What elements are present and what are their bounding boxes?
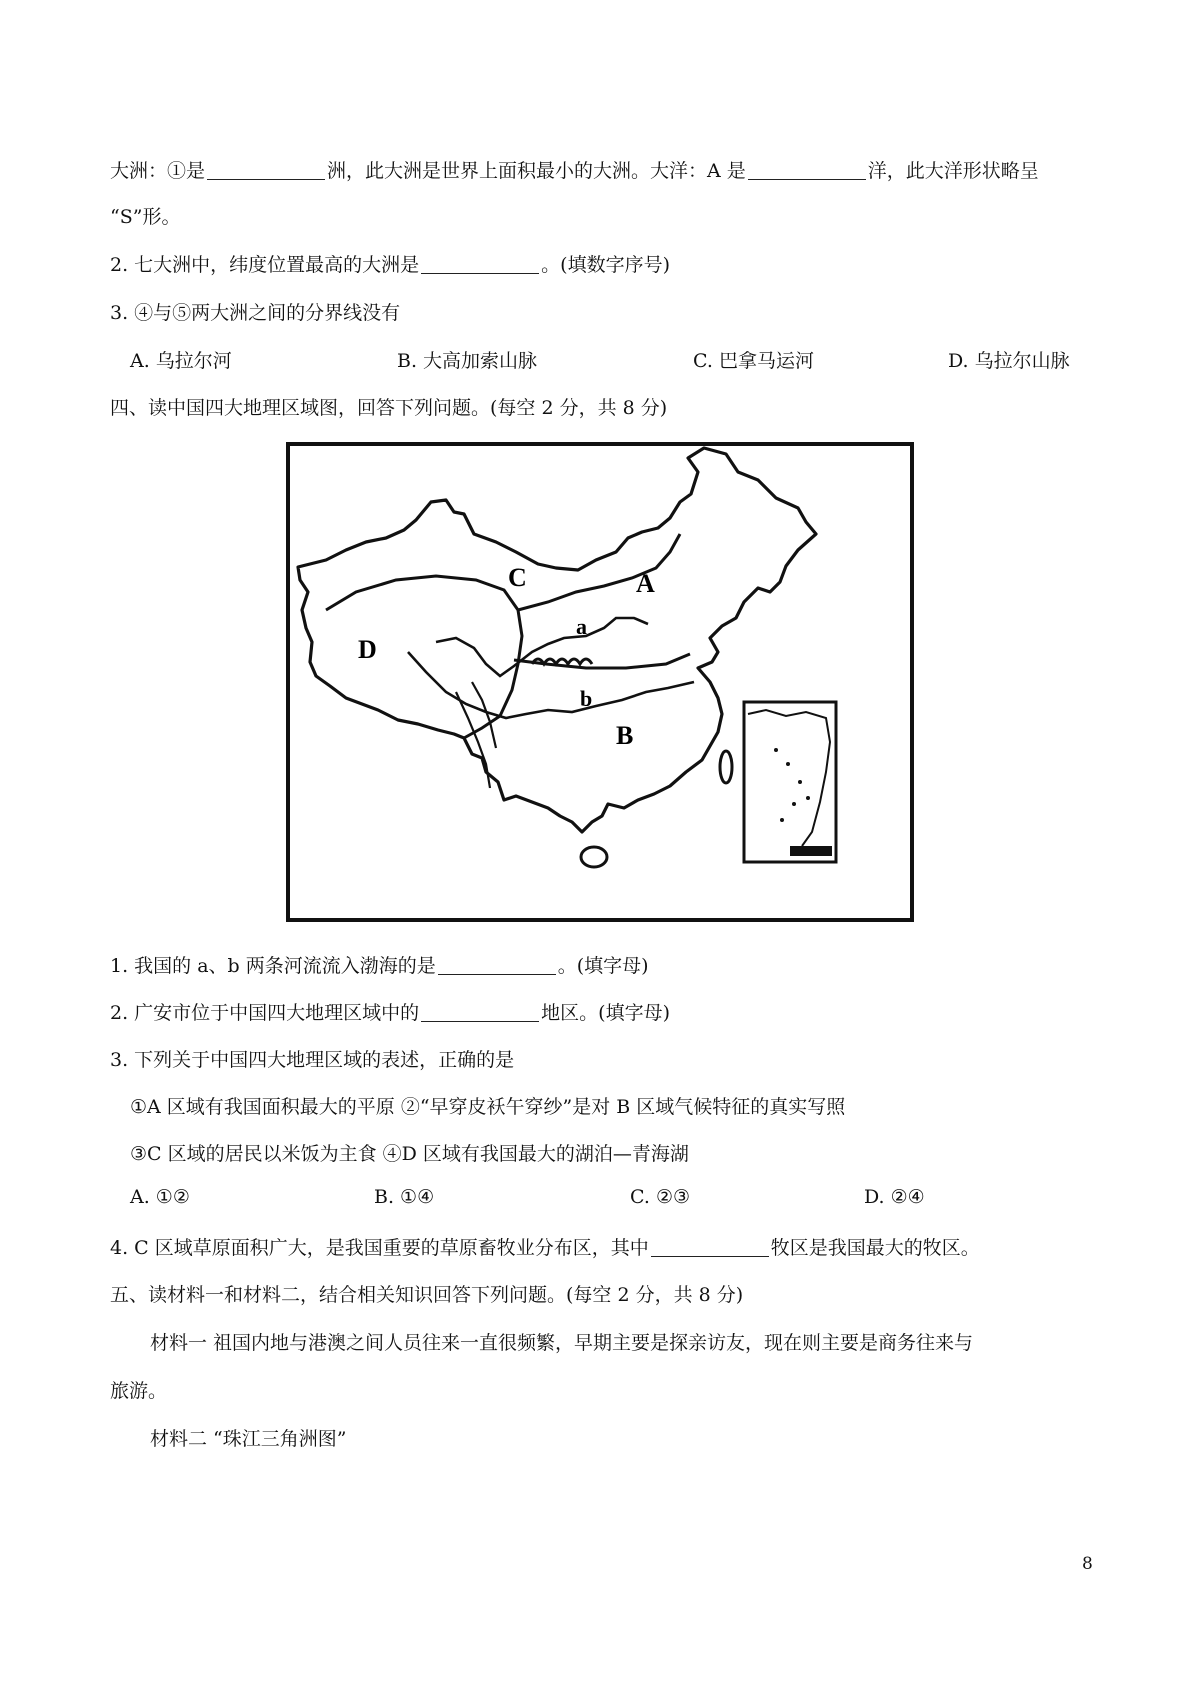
question-3: 3. ④与⑤两大洲之间的分界线没有 [110, 302, 401, 324]
boundary-northwest [518, 534, 680, 610]
inset-coast [748, 710, 830, 846]
south-china-sea-inset [744, 702, 836, 862]
s4-question-2 [110, 998, 670, 1025]
material-1-line2: 旅游。 [110, 1380, 168, 1402]
river-b-yangtze [408, 652, 694, 718]
inset-island [774, 748, 778, 752]
question-2 [110, 250, 670, 277]
text: 大洲：①是 [110, 160, 206, 182]
text: 4. C 区域草原面积广大，是我国重要的草原畜牧业分布区，其中 [110, 1237, 649, 1259]
china-regions-map [286, 442, 916, 924]
option-a[interactable]: A. ①② [130, 1186, 190, 1208]
answer-blank[interactable] [421, 254, 539, 274]
s4-question-3: 3. 下列关于中国四大地理区域的表述，正确的是 [110, 1049, 515, 1071]
inset-island [806, 796, 810, 800]
option-d[interactable]: D. 乌拉尔山脉 [948, 350, 1070, 372]
region-label-a: A [636, 569, 655, 598]
option-c[interactable]: C. ②③ [630, 1186, 691, 1208]
text: 洲，此大洲是世界上面积最小的大洲。大洋：A 是 [327, 160, 746, 182]
section-4-title: 四、读中国四大地理区域图，回答下列问题。(每空 2 分，共 8 分) [110, 397, 668, 419]
inset-island [792, 802, 796, 806]
inset-island [798, 780, 802, 784]
taiwan-island [720, 751, 732, 783]
text: 2. 七大洲中，纬度位置最高的大洲是 [110, 254, 420, 276]
text: 。(填字母) [557, 955, 649, 977]
s4-statements-2: ③C 区域的居民以米饭为主食 ④D 区域有我国最大的湖泊—青海湖 [130, 1143, 689, 1165]
text: 牧区是我国最大的牧区。 [770, 1237, 980, 1259]
section-5-title: 五、读材料一和材料二，结合相关知识回答下列问题。(每空 2 分，共 8 分) [110, 1284, 744, 1306]
s4-question-1 [110, 951, 649, 978]
text: 洋，此大洋形状略呈 [867, 160, 1039, 182]
s4-statements-1: ①A 区域有我国面积最大的平原 ②“早穿皮袄午穿纱”是对 B 区域气候特征的真实写照 [130, 1096, 846, 1118]
text: 。(填数字序号) [541, 254, 670, 276]
region-label-b: B [616, 721, 634, 750]
continent-question-line [110, 156, 1039, 183]
inset-island [786, 762, 790, 766]
continent-question-line2: “S”形。 [110, 206, 181, 228]
inset-scale-bar [790, 846, 832, 856]
option-d[interactable]: D. ②④ [864, 1186, 925, 1208]
material-2: 材料二 “珠江三角洲图” [150, 1428, 347, 1450]
hainan-island [581, 847, 607, 867]
option-b[interactable]: B. ①④ [374, 1186, 435, 1208]
inset-island [780, 818, 784, 822]
region-label-d: D [358, 635, 377, 664]
answer-blank[interactable] [438, 955, 556, 975]
text: 1. 我国的 a、b 两条河流流入渤海的是 [110, 955, 436, 977]
answer-blank[interactable] [651, 1237, 769, 1257]
text: 2. 广安市位于中国四大地理区域中的 [110, 1002, 420, 1024]
river-label-a: a [576, 614, 587, 639]
river-label-b: b [580, 686, 593, 711]
answer-blank[interactable] [207, 160, 325, 180]
answer-blank[interactable] [748, 160, 866, 180]
option-b[interactable]: B. 大高加索山脉 [397, 350, 538, 372]
map-svg [286, 442, 916, 924]
material-1-line1: 材料一 祖国内地与港澳之间人员往来一直很频繁，早期主要是探亲访友，现在则主要是商务往来与 [150, 1332, 974, 1354]
option-c[interactable]: C. 巴拿马运河 [693, 350, 814, 372]
option-a[interactable]: A. 乌拉尔河 [130, 350, 232, 372]
text: 地区。(填字母) [541, 1002, 670, 1024]
answer-blank[interactable] [421, 1002, 539, 1022]
region-label-c: C [508, 563, 527, 592]
s4-question-4 [110, 1233, 980, 1260]
page-number: 8 [1082, 1554, 1093, 1574]
